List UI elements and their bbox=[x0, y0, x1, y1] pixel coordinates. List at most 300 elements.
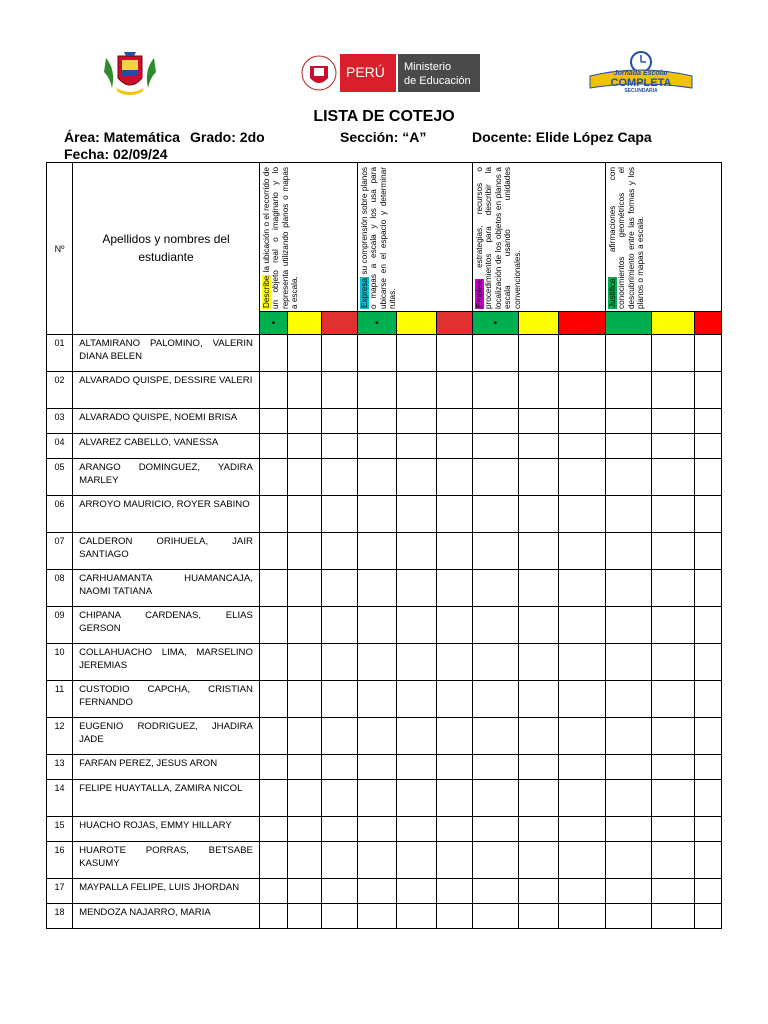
jec-logo bbox=[588, 50, 694, 94]
student-row bbox=[47, 335, 722, 372]
checklist-cell[interactable] bbox=[436, 780, 472, 817]
checklist-cell[interactable] bbox=[519, 904, 559, 929]
checklist-cell[interactable] bbox=[259, 644, 287, 681]
checklist-cell[interactable] bbox=[322, 842, 358, 879]
checklist-cell[interactable] bbox=[322, 434, 358, 459]
checklist-cell[interactable] bbox=[396, 459, 436, 496]
checklist-cell[interactable] bbox=[606, 372, 651, 409]
checklist-cell[interactable] bbox=[519, 372, 559, 409]
checklist-cell[interactable] bbox=[472, 817, 518, 842]
checklist-cell[interactable] bbox=[358, 409, 396, 434]
green-level-cell: • bbox=[358, 312, 396, 335]
checklist-cell[interactable] bbox=[288, 718, 322, 755]
checklist-cell[interactable] bbox=[322, 780, 358, 817]
checklist-cell[interactable] bbox=[519, 644, 559, 681]
checklist-cell[interactable] bbox=[436, 434, 472, 459]
student-row bbox=[47, 681, 722, 718]
checklist-cell[interactable] bbox=[358, 718, 396, 755]
student-number: 13 bbox=[47, 755, 73, 780]
checklist-cell[interactable] bbox=[519, 533, 559, 570]
criterion-4-verb: Justifica bbox=[608, 278, 618, 308]
checklist-cell[interactable] bbox=[436, 817, 472, 842]
checklist-cell[interactable] bbox=[519, 459, 559, 496]
checklist-cell[interactable] bbox=[559, 755, 606, 780]
checklist-cell[interactable] bbox=[436, 681, 472, 718]
checklist-cell[interactable] bbox=[472, 533, 518, 570]
student-name: COLLAHUACHO LIMA, MARSELINO JEREMIAS bbox=[73, 644, 260, 681]
checklist-cell[interactable] bbox=[396, 842, 436, 879]
checklist-cell[interactable] bbox=[519, 842, 559, 879]
jec-line3: SECUNDARIA bbox=[624, 88, 658, 94]
student-name: EUGENIO RODRIGUEZ, JHADIRA JADE bbox=[73, 718, 260, 755]
checklist-cell[interactable] bbox=[651, 434, 694, 459]
checklist-cell[interactable] bbox=[358, 335, 396, 372]
jec-line2: COMPLETA bbox=[610, 77, 672, 89]
student-name: HUACHO ROJAS, EMMY HILLARY bbox=[73, 817, 260, 842]
student-name: ALVAREZ CABELLO, VANESSA bbox=[73, 434, 260, 459]
checklist-cell[interactable] bbox=[606, 879, 651, 904]
school-crest-logo bbox=[102, 48, 158, 96]
checklist-cell[interactable] bbox=[694, 372, 721, 409]
checklist-cell[interactable] bbox=[288, 904, 322, 929]
col-name-header-text: Apellidos y nombres del estudiante bbox=[102, 232, 230, 264]
checklist-cell[interactable] bbox=[288, 570, 322, 607]
checklist-cell[interactable] bbox=[358, 496, 396, 533]
checklist-cell[interactable] bbox=[396, 335, 436, 372]
checklist-cell[interactable] bbox=[436, 644, 472, 681]
checklist-cell[interactable] bbox=[519, 681, 559, 718]
checklist-cell[interactable] bbox=[322, 681, 358, 718]
checklist-cell[interactable] bbox=[436, 335, 472, 372]
criterion-2-desc: su comprensión sobre planos o mapas a escala y los usa para ubicarse en el espacio y determinar rutas. bbox=[360, 167, 398, 309]
checklist-cell[interactable] bbox=[651, 904, 694, 929]
checklist-cell[interactable] bbox=[288, 372, 322, 409]
checklist-cell[interactable] bbox=[651, 496, 694, 533]
checklist-cell[interactable] bbox=[288, 780, 322, 817]
green-level-cell: • bbox=[259, 312, 287, 335]
checklist-cell[interactable] bbox=[322, 755, 358, 780]
checklist-cell[interactable] bbox=[436, 372, 472, 409]
checklist-cell[interactable] bbox=[358, 681, 396, 718]
checklist-cell[interactable] bbox=[606, 434, 651, 459]
checklist-cell[interactable] bbox=[651, 644, 694, 681]
checklist-cell[interactable] bbox=[322, 817, 358, 842]
checklist-cell[interactable] bbox=[559, 533, 606, 570]
checklist-cell[interactable] bbox=[259, 842, 287, 879]
student-row bbox=[47, 755, 722, 780]
checklist-cell[interactable] bbox=[436, 718, 472, 755]
student-row bbox=[47, 409, 722, 434]
checklist-cell[interactable] bbox=[396, 434, 436, 459]
checklist-cell[interactable] bbox=[519, 335, 559, 372]
criterion-2-header bbox=[358, 163, 473, 312]
checklist-cell[interactable] bbox=[651, 570, 694, 607]
checklist-cell[interactable] bbox=[694, 570, 721, 607]
checklist-cell[interactable] bbox=[322, 496, 358, 533]
checklist-cell[interactable] bbox=[519, 496, 559, 533]
checklist-cell[interactable] bbox=[396, 780, 436, 817]
checklist-cell[interactable] bbox=[694, 681, 721, 718]
student-name: ARANGO DOMINGUEZ, YADIRA MARLEY bbox=[73, 459, 260, 496]
checklist-cell[interactable] bbox=[396, 570, 436, 607]
student-number: 15 bbox=[47, 817, 73, 842]
checklist-cell[interactable] bbox=[358, 842, 396, 879]
checklist-cell[interactable] bbox=[606, 335, 651, 372]
student-number: 11 bbox=[47, 681, 73, 718]
checklist-cell[interactable] bbox=[358, 607, 396, 644]
checklist-cell[interactable] bbox=[694, 842, 721, 879]
checklist-cell[interactable] bbox=[472, 681, 518, 718]
checklist-cell[interactable] bbox=[358, 372, 396, 409]
checklist-cell[interactable] bbox=[259, 496, 287, 533]
checklist-cell[interactable] bbox=[651, 459, 694, 496]
checklist-cell[interactable] bbox=[259, 879, 287, 904]
checklist-cell[interactable] bbox=[288, 879, 322, 904]
checklist-cell[interactable] bbox=[651, 817, 694, 842]
checklist-cell[interactable] bbox=[322, 607, 358, 644]
student-row bbox=[47, 607, 722, 644]
red-level-cell bbox=[322, 312, 358, 335]
checklist-cell[interactable] bbox=[694, 459, 721, 496]
student-row bbox=[47, 644, 722, 681]
checklist-cell[interactable] bbox=[559, 496, 606, 533]
checklist-cell[interactable] bbox=[358, 879, 396, 904]
checklist-cell[interactable] bbox=[259, 607, 287, 644]
checklist-cell[interactable] bbox=[259, 459, 287, 496]
checklist-cell[interactable] bbox=[358, 570, 396, 607]
checklist-cell[interactable] bbox=[606, 780, 651, 817]
checklist-cell[interactable] bbox=[358, 817, 396, 842]
peru-text: PERÚ bbox=[346, 64, 385, 80]
yellow-level-cell bbox=[396, 312, 436, 335]
checklist-cell[interactable] bbox=[519, 879, 559, 904]
student-number: 08 bbox=[47, 570, 73, 607]
checklist-cell[interactable] bbox=[288, 459, 322, 496]
checklist-cell[interactable] bbox=[651, 372, 694, 409]
checklist-cell[interactable] bbox=[651, 842, 694, 879]
checklist-cell[interactable] bbox=[694, 533, 721, 570]
checklist-cell[interactable] bbox=[606, 607, 651, 644]
checklist-cell[interactable] bbox=[651, 533, 694, 570]
checklist-cell[interactable] bbox=[559, 842, 606, 879]
checklist-cell[interactable] bbox=[694, 879, 721, 904]
student-name: ARROYO MAURICIO, ROYER SABINO bbox=[73, 496, 260, 533]
checklist-cell[interactable] bbox=[259, 904, 287, 929]
student-row bbox=[47, 780, 722, 817]
checklist-cell[interactable] bbox=[436, 570, 472, 607]
checklist-cell[interactable] bbox=[606, 718, 651, 755]
checklist-cell[interactable] bbox=[559, 372, 606, 409]
student-name: CARHUAMANTA HUAMANCAJA, NAOMI TATIANA bbox=[73, 570, 260, 607]
checklist-cell[interactable] bbox=[651, 409, 694, 434]
student-row bbox=[47, 434, 722, 459]
checklist-cell[interactable] bbox=[519, 607, 559, 644]
checklist-cell[interactable] bbox=[694, 434, 721, 459]
checklist-cell[interactable] bbox=[259, 372, 287, 409]
student-name: ALTAMIRANO PALOMINO, VALERIN DIANA BELEN bbox=[73, 335, 260, 372]
checklist-cell[interactable] bbox=[396, 496, 436, 533]
checklist-cell[interactable] bbox=[288, 681, 322, 718]
checklist-cell[interactable] bbox=[651, 780, 694, 817]
student-name: MAYPALLA FELIPE, LUIS JHORDAN bbox=[73, 879, 260, 904]
red-level-cell bbox=[694, 312, 721, 335]
checklist-cell[interactable] bbox=[519, 755, 559, 780]
student-number: 14 bbox=[47, 780, 73, 817]
checklist-cell[interactable] bbox=[519, 570, 559, 607]
checklist-cell[interactable] bbox=[288, 335, 322, 372]
checklist-cell[interactable] bbox=[519, 817, 559, 842]
student-name: ALVARADO QUISPE, NOEMI BRISA bbox=[73, 409, 260, 434]
header-row bbox=[47, 163, 722, 312]
checklist-cell[interactable] bbox=[396, 755, 436, 780]
checklist-cell[interactable] bbox=[288, 496, 322, 533]
checklist-cell[interactable] bbox=[396, 817, 436, 842]
checklist-cell[interactable] bbox=[322, 533, 358, 570]
yellow-level-cell bbox=[519, 312, 559, 335]
checklist-cell[interactable] bbox=[651, 718, 694, 755]
checklist-cell[interactable] bbox=[288, 755, 322, 780]
checklist-cell[interactable] bbox=[472, 496, 518, 533]
checklist-cell[interactable] bbox=[606, 644, 651, 681]
student-number: 16 bbox=[47, 842, 73, 879]
checklist-cell[interactable] bbox=[694, 496, 721, 533]
checklist-cell[interactable] bbox=[436, 607, 472, 644]
checklist-cell[interactable] bbox=[606, 755, 651, 780]
student-number: 02 bbox=[47, 372, 73, 409]
checklist-cell[interactable] bbox=[472, 372, 518, 409]
checklist-cell[interactable] bbox=[322, 644, 358, 681]
checklist-table bbox=[46, 162, 722, 929]
checklist-cell[interactable] bbox=[559, 459, 606, 496]
student-number: 06 bbox=[47, 496, 73, 533]
checklist-cell[interactable] bbox=[358, 904, 396, 929]
yellow-level-cell bbox=[288, 312, 322, 335]
student-row bbox=[47, 842, 722, 879]
checklist-cell[interactable] bbox=[472, 459, 518, 496]
checklist-cell[interactable] bbox=[694, 335, 721, 372]
checklist-cell[interactable] bbox=[559, 335, 606, 372]
checklist-cell[interactable] bbox=[651, 335, 694, 372]
criterion-3-verb: Emplea bbox=[474, 280, 484, 308]
student-row bbox=[47, 372, 722, 409]
checklist-cell[interactable] bbox=[288, 842, 322, 879]
checklist-cell[interactable] bbox=[358, 644, 396, 681]
checklist-cell[interactable] bbox=[559, 718, 606, 755]
checklist-cell[interactable] bbox=[559, 607, 606, 644]
checklist-cell[interactable] bbox=[559, 879, 606, 904]
green-level-cell: • bbox=[472, 312, 518, 335]
checklist-cell[interactable] bbox=[559, 681, 606, 718]
checklist-cell[interactable] bbox=[694, 904, 721, 929]
checklist-cell[interactable] bbox=[396, 607, 436, 644]
checklist-cell[interactable] bbox=[259, 681, 287, 718]
student-row bbox=[47, 904, 722, 929]
checklist-cell[interactable] bbox=[694, 607, 721, 644]
checklist-cell[interactable] bbox=[436, 496, 472, 533]
checklist-cell[interactable] bbox=[519, 434, 559, 459]
checklist-cell[interactable] bbox=[606, 842, 651, 879]
checklist-cell[interactable] bbox=[396, 718, 436, 755]
student-rows bbox=[47, 335, 722, 929]
grado-label: Grado: 2do bbox=[190, 129, 265, 145]
student-number: 10 bbox=[47, 644, 73, 681]
checklist-cell[interactable] bbox=[322, 372, 358, 409]
checklist-cell[interactable] bbox=[259, 718, 287, 755]
checklist-cell[interactable] bbox=[472, 434, 518, 459]
checklist-cell[interactable] bbox=[694, 755, 721, 780]
checklist-cell[interactable] bbox=[322, 409, 358, 434]
checklist-cell[interactable] bbox=[358, 459, 396, 496]
checklist-cell[interactable] bbox=[472, 335, 518, 372]
student-name: MENDOZA NAJARRO, MARIA bbox=[73, 904, 260, 929]
checklist-cell[interactable] bbox=[559, 780, 606, 817]
checklist-cell[interactable] bbox=[259, 409, 287, 434]
checklist-cell[interactable] bbox=[436, 533, 472, 570]
checklist-cell[interactable] bbox=[436, 459, 472, 496]
checklist-cell[interactable] bbox=[606, 533, 651, 570]
checklist-cell[interactable] bbox=[436, 879, 472, 904]
checklist-cell[interactable] bbox=[259, 780, 287, 817]
checklist-cell[interactable] bbox=[322, 904, 358, 929]
student-number: 05 bbox=[47, 459, 73, 496]
checklist-cell[interactable] bbox=[436, 755, 472, 780]
student-name: FARFAN PEREZ, JESUS ARON bbox=[73, 755, 260, 780]
area-label: Área: Matemática bbox=[64, 129, 180, 145]
checklist-cell[interactable] bbox=[472, 842, 518, 879]
student-row bbox=[47, 459, 722, 496]
student-name: CHIPANA CARDENAS, ELIAS GERSON bbox=[73, 607, 260, 644]
checklist-cell[interactable] bbox=[472, 718, 518, 755]
student-number: 01 bbox=[47, 335, 73, 372]
checklist-cell[interactable] bbox=[559, 434, 606, 459]
checklist-cell[interactable] bbox=[396, 904, 436, 929]
checklist-cell[interactable] bbox=[396, 879, 436, 904]
student-number: 17 bbox=[47, 879, 73, 904]
checklist-cell[interactable] bbox=[322, 459, 358, 496]
checklist-cell[interactable] bbox=[436, 842, 472, 879]
checklist-cell[interactable] bbox=[651, 879, 694, 904]
document-title: LISTA DE COTEJO bbox=[313, 108, 455, 125]
checklist-cell[interactable] bbox=[694, 780, 721, 817]
checklist-cell[interactable] bbox=[259, 335, 287, 372]
criterion-3-desc: estrategias, recursos o procedimientos para describir la localización de los objetos en planos a escala usando unidades convencionales. bbox=[474, 167, 522, 309]
checklist-cell[interactable] bbox=[606, 681, 651, 718]
checklist-cell[interactable] bbox=[322, 570, 358, 607]
checklist-cell[interactable] bbox=[396, 681, 436, 718]
criterion-1-verb: Describe bbox=[261, 275, 271, 308]
checklist-cell[interactable] bbox=[519, 780, 559, 817]
checklist-cell[interactable] bbox=[472, 570, 518, 607]
checklist-cell[interactable] bbox=[259, 817, 287, 842]
checklist-cell[interactable] bbox=[259, 434, 287, 459]
student-name: ALVARADO QUISPE, DESSIRE VALERI bbox=[73, 372, 260, 409]
checklist-cell[interactable] bbox=[288, 817, 322, 842]
checklist-cell[interactable] bbox=[606, 496, 651, 533]
checklist-cell[interactable] bbox=[288, 607, 322, 644]
student-row bbox=[47, 718, 722, 755]
student-name: HUAROTE PORRAS, BETSABE KASUMY bbox=[73, 842, 260, 879]
checklist-cell[interactable] bbox=[288, 533, 322, 570]
checklist-cell[interactable] bbox=[322, 718, 358, 755]
checklist-cell[interactable] bbox=[436, 904, 472, 929]
red-level-cell bbox=[559, 312, 606, 335]
checklist-cell[interactable] bbox=[472, 409, 518, 434]
criterion-1-header bbox=[259, 163, 357, 312]
criterion-1-desc: la ubicación o el recorrido de un objeto real o imaginario y lo representa utilizando planos o mapas a escala. bbox=[261, 167, 300, 309]
checklist-cell[interactable] bbox=[559, 570, 606, 607]
checklist-cell[interactable] bbox=[606, 409, 651, 434]
student-row bbox=[47, 570, 722, 607]
checklist-cell[interactable] bbox=[651, 755, 694, 780]
checklist-cell[interactable] bbox=[259, 533, 287, 570]
student-name: CALDERON ORIHUELA, JAIR SANTIAGO bbox=[73, 533, 260, 570]
checklist-cell[interactable] bbox=[606, 817, 651, 842]
checklist-cell[interactable] bbox=[694, 409, 721, 434]
checklist-cell[interactable] bbox=[559, 817, 606, 842]
checklist-cell[interactable] bbox=[396, 372, 436, 409]
minedu-logo bbox=[300, 54, 480, 92]
checklist-cell[interactable] bbox=[606, 904, 651, 929]
checklist-cell[interactable] bbox=[288, 644, 322, 681]
checklist-cell[interactable] bbox=[519, 718, 559, 755]
checklist-cell[interactable] bbox=[396, 409, 436, 434]
checklist-cell[interactable] bbox=[436, 409, 472, 434]
student-name: CUSTODIO CAPCHA, CRISTIAN FERNANDO bbox=[73, 681, 260, 718]
checklist-cell[interactable] bbox=[472, 879, 518, 904]
checklist-cell[interactable] bbox=[322, 879, 358, 904]
student-number: 12 bbox=[47, 718, 73, 755]
checklist-cell[interactable] bbox=[472, 755, 518, 780]
student-number: 07 bbox=[47, 533, 73, 570]
checklist-cell[interactable] bbox=[472, 904, 518, 929]
criterion-2-verb: Expresa bbox=[360, 277, 370, 308]
criterion-4-header bbox=[606, 163, 722, 312]
jec-line1: Jornada Escolar bbox=[613, 70, 669, 77]
red-level-cell bbox=[436, 312, 472, 335]
green-level-cell bbox=[606, 312, 651, 335]
checklist-cell[interactable] bbox=[651, 681, 694, 718]
checklist-cell[interactable] bbox=[559, 409, 606, 434]
checklist-cell[interactable] bbox=[472, 780, 518, 817]
checklist-cell[interactable] bbox=[358, 780, 396, 817]
yellow-level-cell bbox=[651, 312, 694, 335]
checklist-cell[interactable] bbox=[396, 533, 436, 570]
checklist-cell[interactable] bbox=[259, 755, 287, 780]
checklist-cell[interactable] bbox=[519, 409, 559, 434]
checklist-cell[interactable] bbox=[472, 644, 518, 681]
fecha-label: Fecha: 02/09/24 bbox=[64, 146, 168, 162]
checklist-cell[interactable] bbox=[694, 644, 721, 681]
checklist-cell[interactable] bbox=[651, 607, 694, 644]
checklist-cell[interactable] bbox=[694, 817, 721, 842]
checklist-cell[interactable] bbox=[559, 904, 606, 929]
checklist-cell[interactable] bbox=[606, 459, 651, 496]
checklist-cell[interactable] bbox=[694, 718, 721, 755]
checklist-cell[interactable] bbox=[606, 570, 651, 607]
checklist-cell[interactable] bbox=[358, 434, 396, 459]
checklist-cell[interactable] bbox=[259, 570, 287, 607]
checklist-cell[interactable] bbox=[396, 644, 436, 681]
checklist-cell[interactable] bbox=[472, 607, 518, 644]
checklist-cell[interactable] bbox=[288, 409, 322, 434]
checklist-cell[interactable] bbox=[358, 533, 396, 570]
checklist-cell[interactable] bbox=[358, 755, 396, 780]
checklist-cell[interactable] bbox=[559, 644, 606, 681]
checklist-cell[interactable] bbox=[288, 434, 322, 459]
student-number: 04 bbox=[47, 434, 73, 459]
checklist-cell[interactable] bbox=[322, 335, 358, 372]
ministerio-line1: Ministerio bbox=[404, 61, 452, 73]
